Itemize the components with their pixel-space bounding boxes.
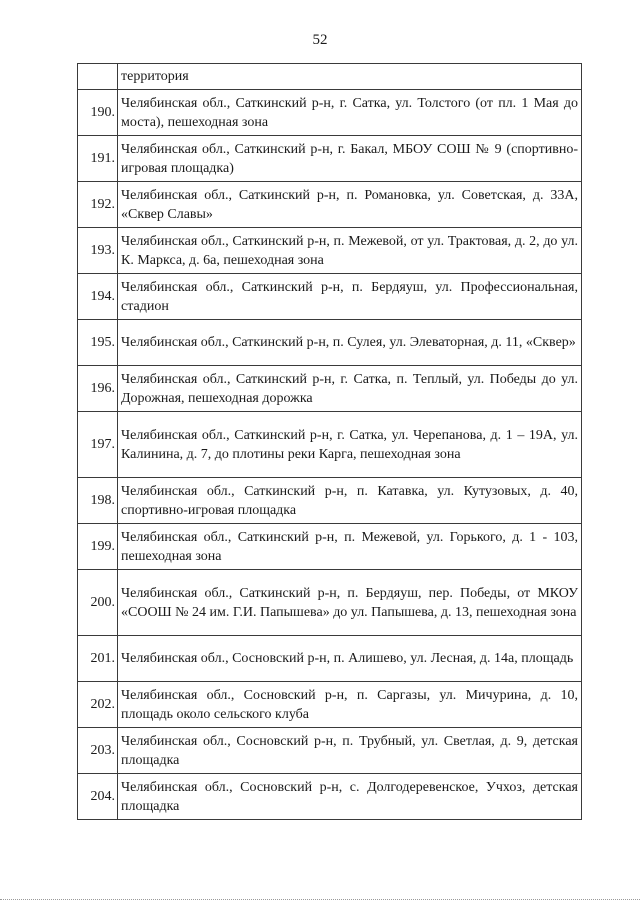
row-location: Челябинская обл., Саткинский р-н, г. Сатка, ул. Черепанова, д. 1 – 19А, ул. Калинина, д. 7, до плотины реки Карга, пешеходная зона [118,412,582,478]
row-location: территория [118,64,582,90]
row-location: Челябинская обл., Саткинский р-н, г. Сатка, ул. Толстого (от пл. 1 Мая до моста), пешеходная зона [118,90,582,136]
row-number: 203. [78,728,118,774]
row-location: Челябинская обл., Саткинский р-н, п. Сулея, ул. Элеваторная, д. 11, «Сквер» [118,320,582,366]
row-number: 198. [78,478,118,524]
row-number: 202. [78,682,118,728]
table-row [78,64,582,90]
row-number: 191. [78,136,118,182]
table-row [78,182,582,228]
row-location: Челябинская обл., Саткинский р-н, г. Сатка, п. Теплый, ул. Победы до ул. Дорожная, пешеходная дорожка [118,366,582,412]
table-row [78,570,582,636]
table-row [78,136,582,182]
page-number: 52 [312,32,328,48]
table-row [78,636,582,682]
row-location: Челябинская обл., Саткинский р-н, г. Бакал, МБОУ СОШ № 9 (спортивно-игровая площадка) [118,136,582,182]
row-number: 201. [78,636,118,682]
table-row [78,366,582,412]
table-row [78,524,582,570]
table-row [78,728,582,774]
table-row [78,228,582,274]
row-location: Челябинская обл., Саткинский р-н, п. Бердяуш, пер. Победы, от МКОУ «СООШ № 24 им. Г.И. Папышева» до ул. Папышева, д. 13, пешеходная зона [118,570,582,636]
row-location: Челябинская обл., Саткинский р-н, п. Катавка, ул. Кутузовых, д. 40, спортивно-игровая площадка [118,478,582,524]
table-row [78,682,582,728]
row-number: 196. [78,366,118,412]
table-row [78,774,582,820]
row-number: 195. [78,320,118,366]
row-number: 200. [78,570,118,636]
row-number: 199. [78,524,118,570]
table-row [78,90,582,136]
locations-table [77,63,582,820]
row-location: Челябинская обл., Саткинский р-н, п. Межевой, от ул. Трактовая, д. 2, до ул. К. Маркса, д. 6а, пешеходная зона [118,228,582,274]
row-location: Челябинская обл., Сосновский р-н, с. Долгодеревенское, Учхоз, детская площадка [118,774,582,820]
row-location: Челябинская обл., Сосновский р-н, п. Трубный, ул. Светлая, д. 9, детская площадка [118,728,582,774]
row-location: Челябинская обл., Сосновский р-н, п. Саргазы, ул. Мичурина, д. 10, площадь около сельского клуба [118,682,582,728]
row-number: 192. [78,182,118,228]
table-row [78,320,582,366]
row-number: 197. [78,412,118,478]
row-number: 204. [78,774,118,820]
table-row [78,274,582,320]
row-number: 194. [78,274,118,320]
row-location: Челябинская обл., Сосновский р-н, п. Алишево, ул. Лесная, д. 14а, площадь [118,636,582,682]
row-location: Челябинская обл., Саткинский р-н, п. Бердяуш, ул. Профессиональная, стадион [118,274,582,320]
page-bottom-divider [0,899,640,900]
table-row [78,412,582,478]
row-number: 190. [78,90,118,136]
row-location: Челябинская обл., Саткинский р-н, п. Романовка, ул. Советская, д. 33А, «Сквер Славы» [118,182,582,228]
row-number [78,64,118,90]
row-number: 193. [78,228,118,274]
table-row [78,478,582,524]
row-location: Челябинская обл., Саткинский р-н, п. Межевой, ул. Горького, д. 1 - 103, пешеходная зона [118,524,582,570]
